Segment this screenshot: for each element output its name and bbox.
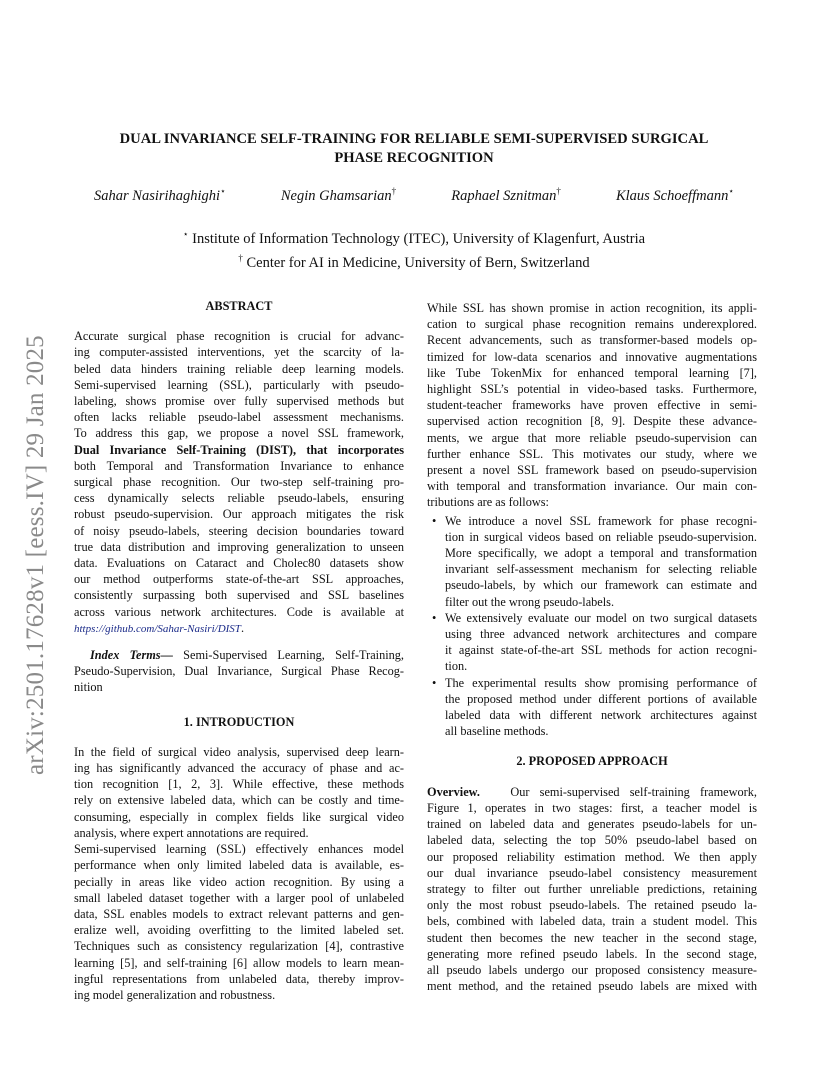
text-line: filter out the wrong pseudo-labels. [445, 594, 615, 609]
text-line: supervised action recognition [8, 9]. Despite these advance- [427, 414, 757, 429]
text-line: data, SSL enables models to extract relevant patterns and gen- [74, 906, 404, 921]
text-line: both Temporal and Transformation Invariance to enhance [74, 458, 404, 473]
paper-title [70, 130, 758, 168]
text-line: of noisy pseudo-labels, steering decision boundaries toward [74, 523, 404, 538]
text-line: robust pseudo-supervision. Our approach mitigates the risk [74, 507, 404, 522]
affiliation: † Center for AI in Medicine, University of Bern, Switzerland [238, 252, 590, 271]
text-line: present a novel SSL framework based on pseudo-supervision [427, 463, 757, 478]
approach-heading: 2. PROPOSED APPROACH [516, 754, 668, 769]
arxiv-identifier: arXiv:2501.17628v1 [eess.IV] 29 Jan 2025 [22, 335, 49, 775]
text-line: Dual Invariance Self-Training (DIST), that incorporates [74, 442, 404, 457]
affiliations [70, 225, 758, 273]
text-line: all pseudo labels undergo our proposed consistency measure- [427, 962, 757, 977]
text-line: Index Terms— Semi-Supervised Learning, Self-Training, [90, 648, 405, 663]
text-line: further enhance SSL. This motivates our study, where we [427, 446, 757, 461]
text-line: ing model generalization and robustness. [74, 987, 276, 1002]
text-line: ment method, and the retained pseudo labels are mixed with [427, 979, 757, 994]
text-line: To address this gap, we propose a novel SSL framework, [74, 426, 404, 441]
author: Negin Ghamsarian† [280, 186, 397, 204]
text-line: invariant self-assessment mechanism for selecting reliable [445, 562, 757, 577]
text-line: Overview. Our semi-supervised self-training framework, [427, 784, 757, 799]
text-line: Pseudo-Supervision, Dual Invariance, Surgical Phase Recog- [74, 664, 404, 679]
text-line: Figure 1, operates in two stages: first, a teacher model is [427, 800, 757, 815]
abstract-heading: ABSTRACT [205, 299, 273, 313]
text-line: with temporal and transformation invariance. Our main con- [427, 479, 757, 494]
text-line: student-teacher frameworks have proven effective in semi- [427, 398, 757, 413]
text-line: our proposed reliability estimation method. We then apply [427, 849, 757, 864]
author: Sahar Nasirihaghighi⋆ [94, 186, 226, 204]
text-line: trained on labeled data and generates pseudo-labels for un- [427, 817, 757, 832]
intro-para-1 [74, 744, 404, 841]
text-line: across various network architectures. Code is available at [74, 604, 404, 619]
text-line: true data distribution and improving generalization to unseen [74, 539, 404, 554]
text-line: tion. [445, 659, 468, 674]
bullet-dot-icon: • [432, 675, 437, 690]
text-line: timized for low-data scenarios and innovative augmentations [427, 349, 757, 364]
text-line: Recent advancements, such as transformer-based models op- [427, 333, 757, 348]
contribution-bullet [427, 513, 757, 610]
author: Raphael Sznitman† [451, 186, 561, 204]
title-line: DUAL INVARIANCE SELF-TRAINING FOR RELIABLE SEMI-SUPERVISED SURGICAL [119, 131, 709, 147]
text-line: cess dynamically selects reliable pseudo-labels, ensuring [74, 491, 404, 506]
text-line: beled data hinders training reliable deep learning models. [74, 361, 404, 376]
text-line: ments, we argue that more reliable pseudo-supervision can [427, 430, 757, 445]
text-line: https://github.com/Sahar-Nasiri/DIST. [74, 620, 245, 635]
contribution-bullet [427, 610, 757, 675]
text-line: pecially in areas like video action recognition. By using a [74, 874, 404, 889]
text-line: rely on extensive labeled data, which can be costly and time- [74, 793, 404, 808]
author: Klaus Schoeffmann⋆ [615, 186, 734, 204]
text-line: ing has significantly advanced the accuracy of phase and ac- [74, 761, 404, 776]
text-line: nition [74, 680, 103, 695]
text-line: More specifically, we adopt a temporal and transformation [445, 546, 757, 561]
text-line: like Tube TokenMix for enhanced temporal learning [7], [427, 365, 757, 380]
text-line: only the most robust pseudo-labels. The retained pseudo la- [427, 898, 757, 913]
text-line: tion recognition [1, 2, 3]. While effective, these methods [74, 777, 404, 792]
text-line: learning [5], and self-training [6] allow models to learn mean- [74, 955, 404, 970]
text-line: all baseline methods. [445, 724, 549, 739]
author-list [70, 186, 758, 205]
text-line: We extensively evaluate our model on two surgical datasets [445, 610, 757, 625]
text-line: Techniques such as consistency regularization [4], contrastive [74, 939, 404, 954]
title-line: PHASE RECOGNITION [334, 150, 494, 166]
text-line: cation to surgical phase recognition remains underexplored. [427, 317, 757, 332]
text-line: ing computer-assisted interventions, yet the scarcity of la- [74, 345, 404, 360]
text-line: pseudo-labels, by which our framework can estimate and [445, 578, 757, 593]
text-line: labeled data with different network architectures against [445, 708, 757, 723]
contribution-bullet [427, 675, 757, 740]
text-line: surgical phase recognition. Our two-step self-training pro- [74, 475, 404, 490]
text-line: consuming, especially in complex fields like surgical video [74, 809, 404, 824]
overview-para [427, 784, 757, 995]
text-line: analysis, where expert annotations are required. [74, 825, 309, 840]
text-line: Semi-supervised learning (SSL), particularly with pseudo- [74, 377, 404, 392]
text-line: ingful representations from unlabeled data, thereby improv- [74, 971, 404, 986]
bullet-dot-icon: • [432, 513, 437, 528]
index-terms [74, 647, 404, 696]
text-line: tributions are as follows: [427, 495, 549, 510]
text-line: the proposed method under different portions of available [445, 691, 757, 706]
left-column [74, 298, 404, 1003]
text-line: performance when only limited labeled data is available, es- [74, 858, 404, 873]
text-line: bels, combined with labeled data, train a student model. This [427, 914, 757, 929]
text-line: student then becomes the new teacher in the second stage, [427, 930, 757, 945]
affiliation: ⋆ Institute of Information Technology (ITEC), University of Klagenfurt, Austria [182, 229, 646, 247]
text-line: eralize well, avoiding overfitting to the limited labeled set. [74, 923, 404, 938]
text-line: data. Evaluations on Cataract and Cholec80 datasets show [74, 556, 404, 571]
text-line: While SSL has shown promise in action recognition, its appli- [427, 301, 757, 315]
text-line: often lacks reliable pseudo-label assessment mechanisms. [74, 410, 404, 425]
text-line: Accurate surgical phase recognition is crucial for advanc- [74, 329, 404, 344]
intro-heading: 1. INTRODUCTION [183, 714, 295, 729]
text-line: generating more refined pseudo labels. In the second stage, [427, 946, 757, 961]
index-terms-label: Index Terms— [90, 648, 173, 663]
text-line: our dual invariance pseudo-label consistency measurement [427, 865, 757, 880]
abstract-body [74, 328, 404, 637]
text-line: The experimental results show promising performance of [445, 675, 757, 690]
text-line: labeled data, selecting the top 50% pseudo-label based on [427, 833, 757, 848]
overview-label: Overview. [427, 784, 480, 799]
text-line: tion in surgical videos based on reliable pseudo-supervision. [445, 529, 757, 544]
text-line: Semi-supervised learning (SSL) effectively enhances model [74, 842, 404, 857]
bullet-dot-icon: • [432, 610, 437, 625]
text-line: We introduce a novel SSL framework for phase recogni- [445, 513, 757, 528]
text-line: using three advanced network architectures and compare [445, 627, 757, 642]
text-line: it against state-of-the-art SSL methods for action recogni- [445, 643, 757, 658]
right-para-1 [427, 300, 757, 511]
text-line: strategy to filter out further unreliable predictions, retaining [427, 881, 757, 896]
intro-para-2 [74, 841, 404, 1003]
right-column [427, 300, 757, 994]
text-line: labeling, shows promise over fully supervised methods but [74, 394, 404, 409]
text-line: small labeled dataset together with a larger pool of unlabeled [74, 890, 404, 905]
code-link[interactable]: https://github.com/Sahar-Nasiri/DIST [74, 622, 241, 635]
text-line: consistently surpassing both supervised and SSL baselines [74, 588, 404, 603]
text-line: In the field of surgical video analysis, supervised deep learn- [74, 744, 404, 759]
text-line: our method outperforms state-of-the-art SSL approaches, [74, 572, 404, 587]
text-line: highlight SSL’s potential in video-based tasks. Furthermore, [427, 382, 757, 397]
